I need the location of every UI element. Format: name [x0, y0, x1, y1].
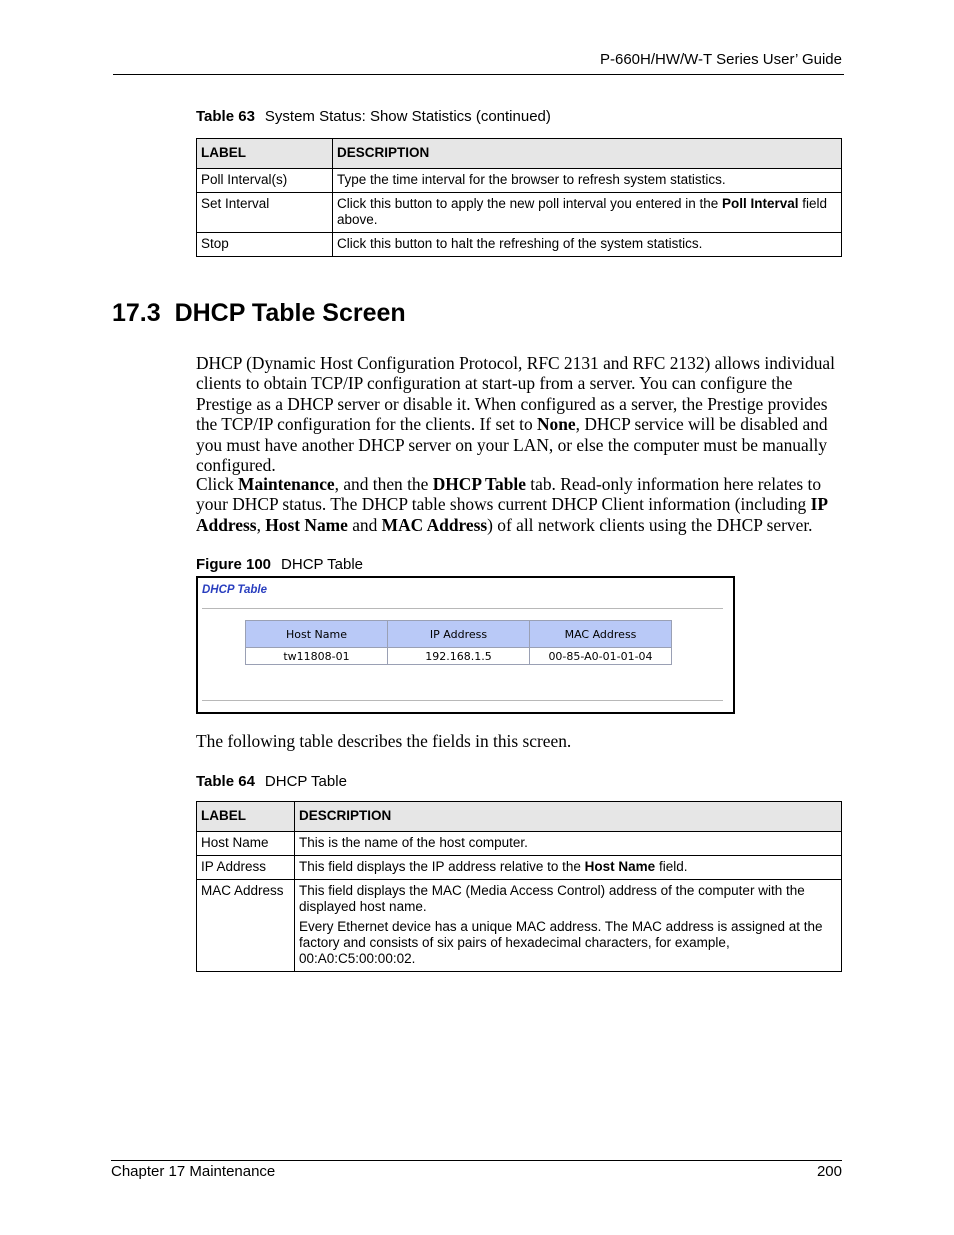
column-header: LABEL: [197, 802, 295, 832]
row-label: Stop: [197, 233, 333, 257]
column-header: DESCRIPTION: [295, 802, 842, 832]
table-row: [197, 233, 842, 257]
caption-text: System Status: Show Statistics (continued): [264, 108, 551, 125]
desc-paragraph: Every Ethernet device has a unique MAC address. The MAC address is assigned at the factory and consists of six pairs of hexadecimal characters, for example, 00:A0:C5:00:00:02.: [299, 919, 823, 966]
table-64-caption: [196, 773, 347, 790]
row-description: Type the time interval for the browser to refresh system statistics.: [333, 169, 842, 193]
desc-bold: Host Name: [584, 859, 656, 874]
footer-divider: [111, 1160, 842, 1161]
row-description: [295, 880, 842, 972]
desc-bold: Poll Interval: [721, 196, 799, 211]
table-row: [246, 648, 672, 665]
desc-paragraph: This field displays the MAC (Media Access Control) address of the computer with the displayed host name.: [299, 883, 805, 914]
paragraph-text: ,: [256, 514, 266, 535]
divider: [202, 608, 723, 609]
desc-text: This field displays the IP address relative to the: [299, 859, 585, 874]
desc-text: field above.: [337, 196, 828, 227]
section-title: DHCP Table Screen: [174, 299, 406, 327]
column-header-ip-address: IP Address: [388, 621, 530, 648]
paragraph-text: , and then the: [334, 474, 433, 494]
row-description: Click this button to halt the refreshing of the system statistics.: [333, 233, 842, 257]
caption-label: Table 63: [196, 108, 255, 125]
screen-title: DHCP Table: [202, 584, 267, 596]
paragraph-bold: Host Name: [265, 514, 348, 535]
table-header-row: [197, 802, 842, 832]
section-heading: [112, 299, 406, 328]
dhcp-table-screenshot: [196, 576, 735, 714]
page-number: 200: [816, 1163, 842, 1180]
paragraph-text: DHCP (Dynamic Host Configuration Protocol, RFC 2131 and RFC 2132) allows individual clients to obtain TCP/IP configuration at start-up from a server. You can configure the Prestige as a DHCP server or disable it. When configured as a server, the Prestige provides the TCP/IP configuration for the clients. If set to: [196, 353, 835, 435]
running-header: P-660H/HW/W-T Series User’ Guide: [599, 51, 842, 68]
instructions-paragraph: [196, 474, 846, 535]
paragraph-bold: IP Address: [196, 494, 828, 535]
row-description: [333, 193, 842, 233]
table-row: [197, 880, 842, 972]
column-header-mac-address: MAC Address: [530, 621, 672, 648]
paragraph-text: tab. Read-only information here relates to your DHCP status. The DHCP table shows current DHCP Client information (including: [196, 474, 822, 515]
row-description: This is the name of the host computer.: [295, 832, 842, 856]
table-header-row: [197, 139, 842, 169]
row-description: [295, 856, 842, 880]
table-64: [196, 801, 842, 972]
caption-text: DHCP Table: [281, 556, 364, 573]
divider: [202, 700, 723, 701]
section-number: 17.3: [112, 299, 161, 327]
footer-chapter: Chapter 17 Maintenance: [111, 1163, 276, 1180]
header-divider: [113, 74, 844, 75]
host-name-cell: tw11808-01: [246, 648, 388, 665]
table-row: [197, 169, 842, 193]
ip-address-cell: 192.168.1.5: [388, 648, 530, 665]
caption-label: Figure 100: [196, 556, 272, 573]
paragraph-bold: Maintenance: [238, 474, 335, 494]
table-63: [196, 138, 842, 257]
figure-100-caption: [196, 556, 363, 573]
table-row: [197, 832, 842, 856]
desc-text: field.: [655, 859, 688, 874]
column-header-host-name: Host Name: [246, 621, 388, 648]
caption-label: Table 64: [196, 773, 255, 790]
table-row: [197, 193, 842, 233]
desc-text: Click this button to apply the new poll interval you entered in the: [337, 196, 722, 211]
paragraph-text: Click: [196, 474, 239, 494]
row-label: MAC Address: [197, 880, 295, 972]
paragraph-text: ) of all network clients using the DHCP server.: [487, 514, 813, 535]
dhcp-client-table: [245, 620, 672, 665]
row-label: Set Interval: [197, 193, 333, 233]
dhcp-header-row: [246, 621, 672, 648]
table-row: [197, 856, 842, 880]
caption-text: DHCP Table: [264, 773, 347, 790]
column-header: LABEL: [197, 139, 333, 169]
row-label: Host Name: [197, 832, 295, 856]
paragraph-text: and: [347, 514, 382, 535]
paragraph-text: , DHCP service will be disabled and you must have another DHCP server on your LAN, or else the computer must be manually configured.: [196, 414, 828, 476]
column-header: DESCRIPTION: [333, 139, 842, 169]
row-label: IP Address: [197, 856, 295, 880]
table-intro-paragraph: The following table describes the fields in this screen.: [196, 731, 572, 751]
table-63-caption: [196, 108, 551, 125]
paragraph-bold: None: [537, 414, 576, 435]
mac-address-cell: 00-85-A0-01-01-04: [530, 648, 672, 665]
paragraph-bold: DHCP Table: [432, 474, 526, 494]
row-label: Poll Interval(s): [197, 169, 333, 193]
intro-paragraph: [196, 353, 846, 475]
paragraph-bold: MAC Address: [381, 514, 488, 535]
